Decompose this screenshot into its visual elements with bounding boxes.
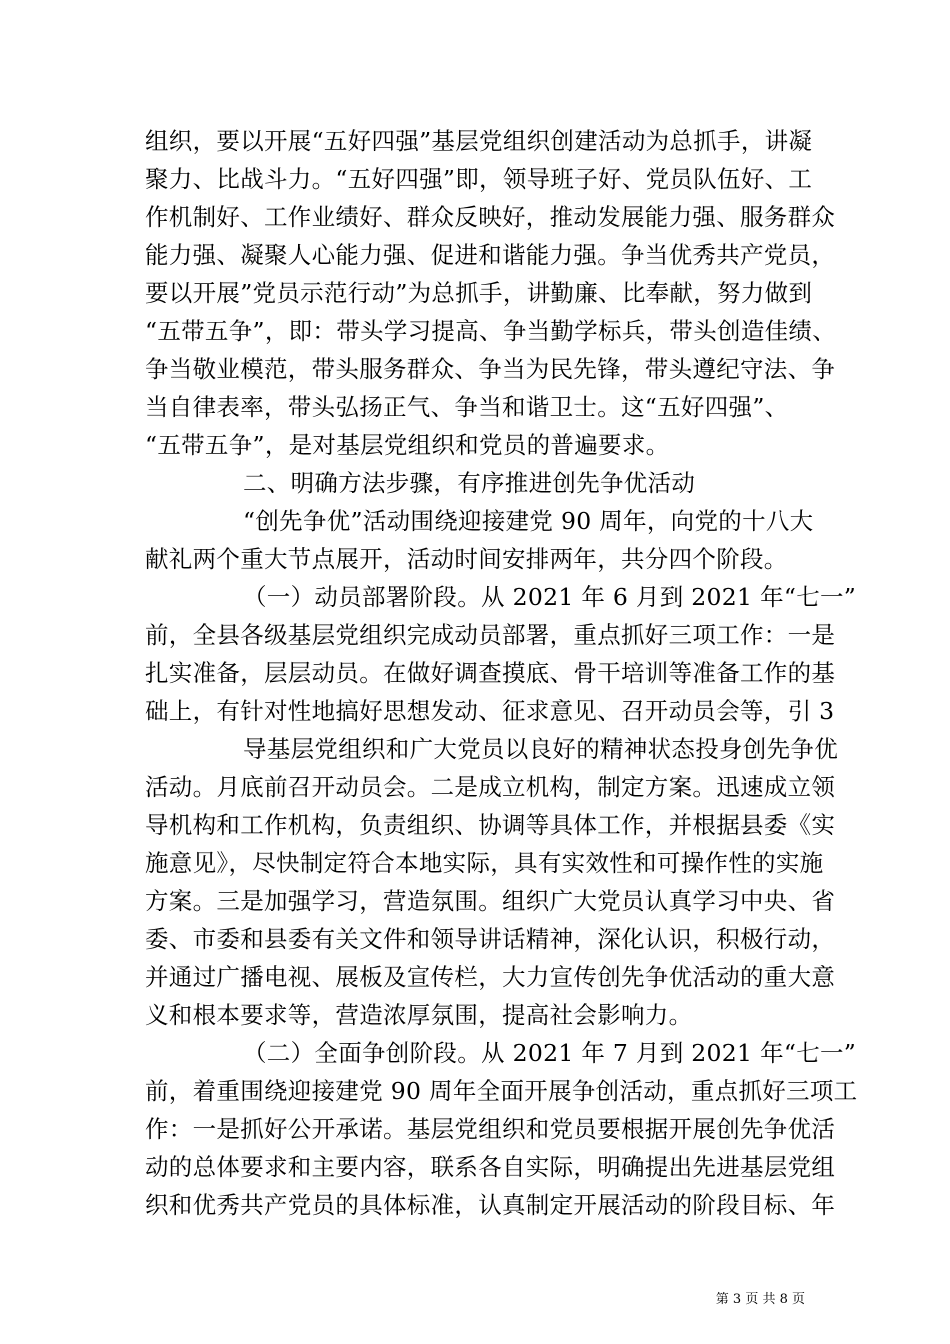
text-line: 要以开展”党员示范行动”为总抓手，讲勤廉、比奉献，努力做到 (145, 279, 813, 307)
text-line: 作：一是抓好公开承诺。基层党组织和党员要根据开展创先争优活 (145, 1115, 836, 1143)
subsection-heading-line: （二）全面争创阶段。从 2021 年 7 月到 2021 年“七一” (243, 1039, 857, 1067)
text-line: 争当敬业模范，带头服务群众、争当为民先锋，带头遵纪守法、争 (145, 355, 836, 383)
text-line: 献礼两个重大节点展开，活动时间安排两年，共分四个阶段。 (145, 545, 788, 573)
text-line: 聚力、比战斗力。“五好四强”即，领导班子好、党员队伍好、工 (145, 165, 813, 193)
text-line: 当自律表率，带头弘扬正气、争当和谐卫士。这“五好四强”、 (145, 393, 789, 421)
text-line: 织和优秀共产党员的具体标准，认真制定开展活动的阶段目标、年 (145, 1191, 836, 1219)
text-line: 扎实准备，层层动员。在做好调查摸底、骨干培训等准备工作的基 (145, 659, 836, 687)
text-line: “五带五争”，是对基层党组织和党员的普遍要求。 (145, 431, 670, 459)
text-line: 方案。三是加强学习，营造氛围。组织广大党员认真学习中央、省 (145, 887, 836, 915)
text-line: 作机制好、工作业绩好、群众反映好，推动发展能力强、服务群众 (145, 203, 836, 231)
text-line: 委、市委和县委有关文件和领导讲话精神，深化认识，积极行动， (145, 925, 836, 953)
paragraph-first-line: “创先争优”活动围绕迎接建党 90 周年，向党的十八大 (243, 507, 814, 535)
text-line: 前，着重围绕迎接建党 90 周年全面开展争创活动，重点抓好三项工 (145, 1077, 858, 1105)
text-line: 组织，要以开展“五好四强”基层党组织创建活动为总抓手，讲凝 (145, 127, 813, 155)
text-line: “五带五争”，即：带头学习提高、争当勤学标兵，带头创造佳绩、 (145, 317, 837, 345)
text-line: 动的总体要求和主要内容，联系各自实际，明确提出先进基层党组 (145, 1153, 836, 1181)
text-line: 并通过广播电视、展板及宣传栏，大力宣传创先争优活动的重大意 (145, 963, 836, 991)
text-line: 导机构和工作机构，负责组织、协调等具体工作，并根据县委《实 (145, 811, 836, 839)
text-line: 活动。月底前召开动员会。二是成立机构，制定方案。迅速成立领 (145, 773, 836, 801)
page-footer: 第 3 页 共 8 页 (715, 1292, 805, 1307)
paragraph-first-line: 导基层党组织和广大党员以良好的精神状态投身创先争优 (243, 735, 838, 763)
text-line: 前，全县各级基层党组织完成动员部署，重点抓好三项工作：一是 (145, 621, 836, 649)
subsection-heading-line: （一）动员部署阶段。从 2021 年 6 月到 2021 年“七一” (243, 583, 857, 611)
text-line: 能力强、凝聚人心能力强、促进和谐能力强。争当优秀共产党员， (145, 241, 836, 269)
text-line: 义和根本要求等，营造浓厚氛围，提高社会影响力。 (145, 1001, 693, 1029)
text-line: 础上，有针对性地搞好思想发动、征求意见、召开动员会等，引 3 (145, 697, 835, 725)
section-heading: 二、明确方法步骤，有序推进创先争优活动 (243, 469, 696, 497)
text-line: 施意见》，尽快制定符合本地实际，具有实效性和可操作性的实施 (145, 849, 824, 877)
